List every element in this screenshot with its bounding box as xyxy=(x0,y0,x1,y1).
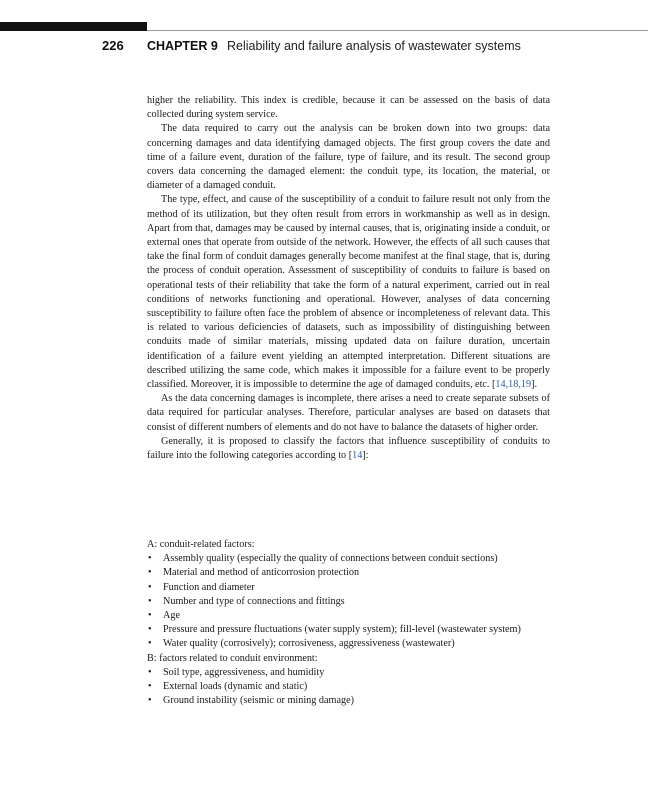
group-a-list xyxy=(147,552,550,651)
group-a-heading: A: conduit-related factors: xyxy=(147,539,255,550)
list-item: • Number and type of connections and fittings xyxy=(147,595,550,609)
paragraph-5 xyxy=(147,435,550,463)
paragraph-4: As the data concerning damages is incomplete, there arises a need to create separate subsets of data required for particular analyses. Therefore, particular analyses are based on datasets that consist of different numbers of elements and do not have to balance the datasets of higher order. xyxy=(147,393,550,433)
list-item: • Pressure and pressure fluctuations (water supply system); fill-level (wastewater system) xyxy=(147,623,550,637)
chapter-label: CHAPTER 9 xyxy=(147,39,218,53)
chapter-title: Reliability and failure analysis of wastewater systems xyxy=(227,39,521,53)
list-item: • Material and method of anticorrosion protection xyxy=(147,566,550,580)
list-item: • Assembly quality (especially the quality of connections between conduit sections) xyxy=(147,552,550,566)
paragraph-3-text: The type, effect, and cause of the susceptibility of a conduit to failure result not only from the method of its utilization, but they often result from errors in workmanship as well as in design. Apart from that, damages may be caused by internal causes, that is, originating inside a conduit, or external ones that operate from outside of the network. However, the effects of all such causes that take the final form of conduit damages generally become manifest at the final stage, that is, during the process of conduit operation. Assessment of susceptibility of conduits to failure is based on operational tests of their reliability that take the form of a natural experiment, carried out in real conditions of networks functioning and operational. However, analyses of data concerning susceptibility to failure often face the problem of absence or incompleteness of relevant data. This is related to various deficiencies of datasets, such as impossibility of distinguishing between conduits made of similar materials, missing updated data on failure duration, uncertain identification of a failure event yielding an attempted interpretation. Different situations are described utilizing the same code, which makes it impossible for a failure event to be properly classified. Moreover, it is impossible to determine the age of damaged conduits, etc. [ xyxy=(147,194,550,391)
paragraph-5-text: Generally, it is proposed to classify the factors that influence susceptibility of conduits to failure into the following categories according to [ xyxy=(147,435,550,462)
paragraph-1: higher the reliability. This index is credible, because it can be assessed on the basis of data collected during system service. xyxy=(147,95,550,121)
group-b-heading: B: factors related to conduit environment: xyxy=(147,652,318,664)
list-item: • Age xyxy=(147,609,550,623)
header-bar-dark xyxy=(0,22,147,31)
list-item: • Soil type, aggressiveness, and humidity xyxy=(147,666,550,680)
citation-link-14-18-19[interactable]: 14,18,19 xyxy=(495,379,532,391)
list-item: • External loads (dynamic and static) xyxy=(147,680,550,694)
factor-list xyxy=(147,538,550,708)
list-item: • Ground instability (seismic or mining damage) xyxy=(147,694,550,708)
paragraph-3 xyxy=(147,193,550,392)
page-number: 226 xyxy=(102,38,124,53)
header-rule xyxy=(147,30,648,31)
paragraph-3-end: ]. xyxy=(531,379,538,391)
list-item: • Water quality (corrosively); corrosiveness, aggressiveness (wastewater) xyxy=(147,637,550,651)
group-b-list xyxy=(147,666,550,709)
paragraph-5-end: ]: xyxy=(362,450,369,462)
list-item: • Function and diameter xyxy=(147,581,550,595)
paragraph-2: The data required to carry out the analysis can be broken down into two groups: data concerning damages and data identifying damaged objects. The first group covers the date and time of a failure event, duration of the failure, type of failure, and its result. The second group covers data concerning the damaged element: the conduit type, its location, the material, or diameter of a damaged conduit. xyxy=(147,123,550,192)
citation-link-14[interactable]: 14 xyxy=(352,450,363,462)
body-text xyxy=(147,94,550,463)
running-head xyxy=(0,37,648,55)
